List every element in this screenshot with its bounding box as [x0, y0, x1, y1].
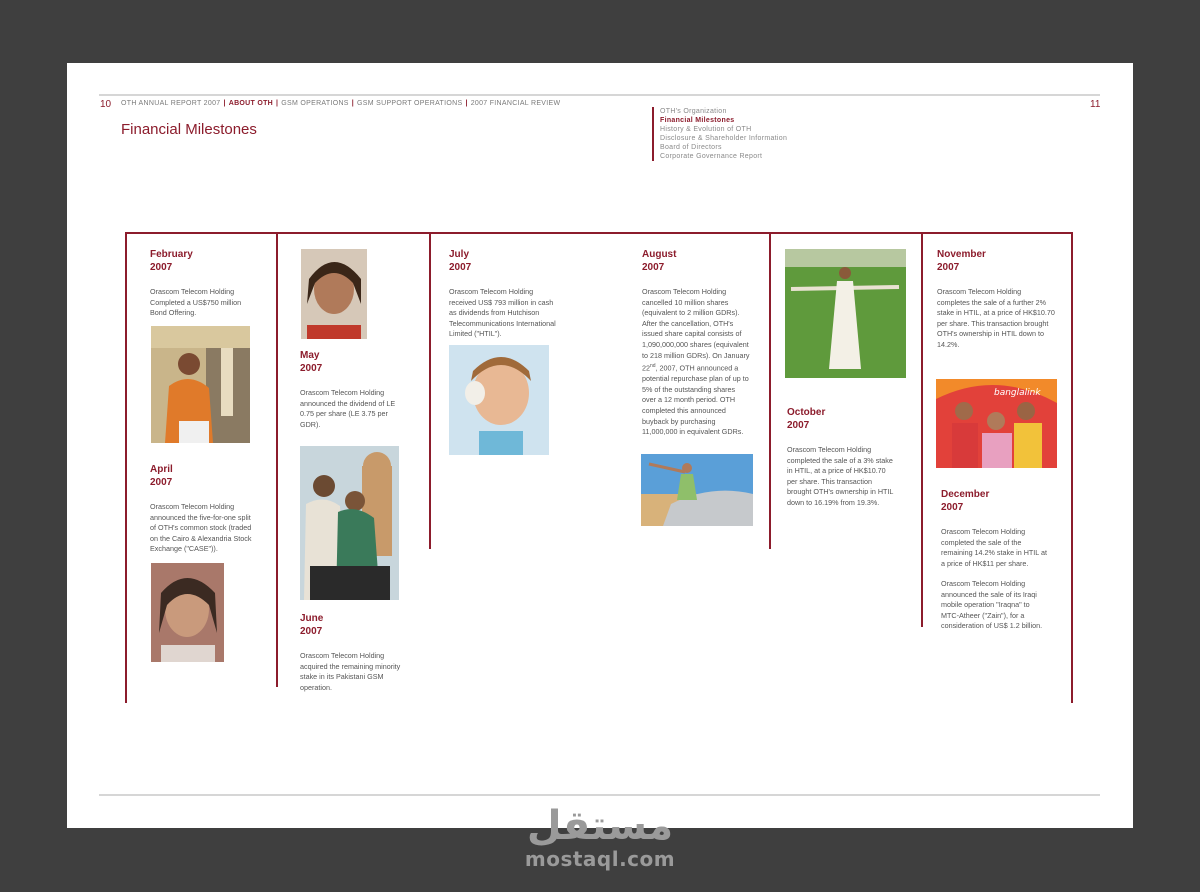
milestone-june-heading: [300, 612, 323, 638]
photo-girl-portrait: [151, 563, 224, 662]
milestone-may-heading: [300, 349, 322, 375]
toc-item-disclosure[interactable]: Disclosure & Shareholder Information: [660, 135, 788, 142]
page-number-right: 11: [1090, 99, 1101, 110]
month-label: April: [150, 464, 173, 475]
year-label: 2007: [787, 420, 810, 431]
timeline-divider: [125, 232, 127, 703]
year-label: 2007: [449, 262, 472, 273]
month-label: December: [941, 489, 990, 500]
milestone-december-text-2: Orascom Telecom Holding announced the sale of its Iraqi mobile operation "Iraqna" to MTC-Atheer ("Zain"), for a consideration of US$ 1.2 billion.: [941, 579, 1043, 631]
photo-child-seashell: [449, 345, 549, 455]
page-number-left: 10: [100, 99, 112, 110]
month-label: July: [449, 249, 470, 260]
milestone-december-text-1: Orascom Telecom Holding completed the sale of the remaining 14.2% stake in HTIL at a price of HK$11 per share.: [941, 527, 1048, 568]
milestone-august-text-b: , 2007, OTH announced a potential repurchase plan of up to 5% of the outstanding shares over a 12 month period. OTH completed this announced buyback by purchasing 11,000,000 in equivalent GDRs.: [642, 363, 749, 437]
year-label: 2007: [150, 477, 173, 488]
nav-item-gsm-operations[interactable]: GSM OPERATIONS: [281, 100, 349, 107]
year-label: 2007: [300, 626, 323, 637]
milestone-february-text: Orascom Telecom Holding Completed a US$750 million Bond Offering.: [150, 287, 242, 318]
milestone-august-heading: [642, 248, 676, 274]
milestone-october-heading: [787, 406, 825, 432]
year-label: 2007: [300, 363, 323, 374]
photo-woman-convertible: [641, 454, 753, 526]
nav-item-gsm-support-operations[interactable]: GSM SUPPORT OPERATIONS: [357, 100, 463, 107]
toc-item-governance[interactable]: Corporate Governance Report: [660, 153, 763, 160]
year-label: 2007: [642, 262, 665, 273]
photo-woman-phone: [151, 326, 250, 443]
toc-item-organization[interactable]: OTH's Organization: [660, 108, 727, 115]
section-nav: OTH ANNUAL REPORT 2007 | ABOUT OTH | GSM OPERATIONS | GSM SUPPORT OPERATIONS | 2007 FINANCIAL REVIEW: [121, 100, 561, 107]
banglalink-sign: banglalink: [994, 388, 1041, 398]
month-label: November: [937, 249, 986, 260]
milestone-november-heading: [937, 248, 986, 274]
mostaql-watermark: [460, 804, 740, 870]
milestone-october-text: Orascom Telecom Holding completed the sale of a 3% stake in HTIL, at a price of HK$10.70 per share. This transaction brought OTH's ownership in HTIL down to 16.19% from 19.3%.: [787, 445, 894, 507]
nav-item-financial-review[interactable]: 2007 FINANCIAL REVIEW: [470, 100, 561, 107]
timeline-divider: [921, 232, 923, 627]
month-label: October: [787, 407, 826, 418]
milestone-august-text: [642, 287, 750, 438]
photo-child-portrait: [301, 249, 367, 339]
month-label: August: [642, 249, 677, 260]
timeline-top-rule: [125, 232, 1073, 234]
toc-item-board[interactable]: Board of Directors: [660, 144, 722, 151]
photo-couple-scooter: [300, 446, 399, 600]
ordinal-suffix: nd: [650, 363, 656, 370]
milestone-june-text: Orascom Telecom Holding acquired the remaining minority stake in its Pakistani GSM operation.: [300, 651, 401, 692]
timeline-divider: [276, 232, 278, 687]
year-label: 2007: [150, 262, 173, 273]
timeline-divider: [429, 232, 431, 549]
year-label: 2007: [941, 502, 964, 513]
milestone-november-text: Orascom Telecom Holding completes the sale of a further 2% stake in HTIL, at a price of HK$10.70 per share. This transaction brought OTH's ownership in HTIL down to 14.2%.: [937, 287, 1055, 349]
milestone-july-text: Orascom Telecom Holding received US$ 793 million in cash as dividends from Hutchison Telecommunications International Limited ("HTIL").: [449, 287, 556, 339]
photo-group-umbrella: [936, 379, 1057, 468]
top-rule: [99, 94, 1100, 96]
photo-woman-field: [785, 249, 906, 378]
milestone-april-text: Orascom Telecom Holding announced the five-for-one split of OTH's common stock (traded on the Cairo & Alexandria Stock Exchange ("CASE")).: [150, 502, 252, 554]
milestone-august-text-a: Orascom Telecom Holding cancelled 10 million shares (equivalent to 2 million GDRs). After the cancellation, OTH's issued share capital consists of 1,090,000,000 shares (equivalent to 218 million GDRs). On January 22: [642, 287, 750, 373]
timeline-divider: [769, 232, 771, 549]
milestone-february-heading: [150, 248, 193, 274]
report-spread: [67, 63, 1133, 828]
milestone-may-text: Orascom Telecom Holding announced the dividend of LE 0.75 per share (LE 3.75 per GDR).: [300, 388, 396, 429]
bottom-rule: [99, 794, 1100, 796]
nav-item-annual-report[interactable]: OTH ANNUAL REPORT 2007: [121, 100, 221, 107]
year-label: 2007: [937, 262, 960, 273]
section-toc: [652, 107, 787, 161]
page-title: Financial Milestones: [121, 121, 257, 138]
month-label: May: [300, 350, 320, 361]
timeline-divider: [1071, 232, 1073, 703]
watermark-arabic: مستقل: [526, 803, 674, 849]
milestone-july-heading: [449, 248, 471, 274]
nav-item-about-oth[interactable]: ABOUT OTH: [228, 100, 274, 107]
month-label: June: [300, 613, 324, 624]
toc-item-history[interactable]: History & Evolution of OTH: [660, 126, 752, 133]
watermark-latin: mostaql.com: [524, 847, 676, 871]
milestone-april-heading: [150, 463, 173, 489]
milestone-december-heading: [941, 488, 989, 514]
toc-item-financial-milestones[interactable]: Financial Milestones: [660, 117, 735, 124]
month-label: February: [150, 249, 193, 260]
